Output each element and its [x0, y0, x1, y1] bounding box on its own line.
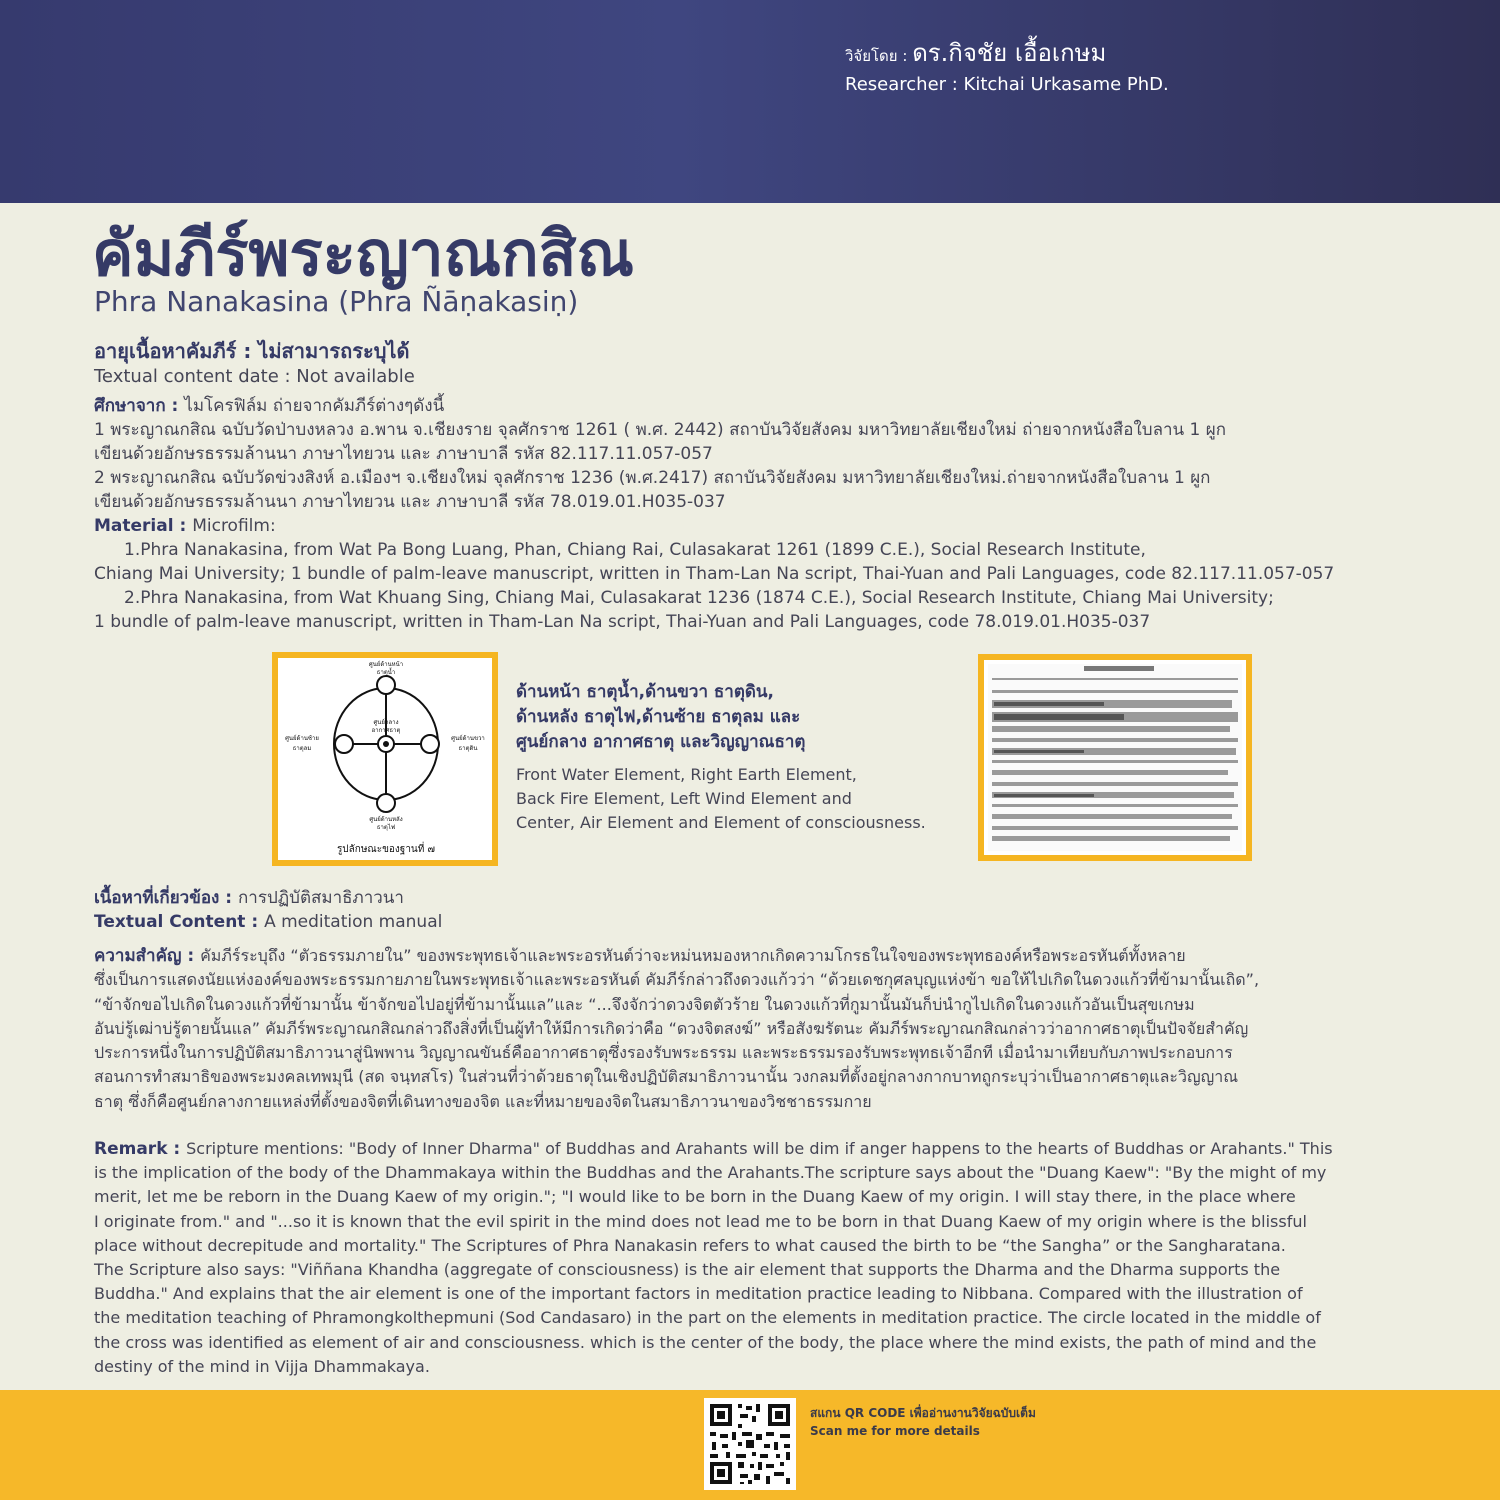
- caption-thai-line: ศูนย์กลาง อากาศธาตุ และวิญญาณธาตุ: [516, 732, 806, 752]
- diagram-label-back: ศูนย์ด้านหลัง: [369, 816, 403, 823]
- study-line: 2 พระญาณกสิณ ฉบับวัดข่วงสิงห์ อ.เมืองฯ จ.เชียงใหม่ จุลศักราช 1236 (พ.ศ.2417) สถาบันวิจัยสังคม มหาวิทยาลัยเชียงใหม่.ถ่ายจากหนังสือใบลาน 1 ผูก: [94, 468, 1211, 488]
- remark-label: Remark :: [94, 1139, 187, 1159]
- importance-line: อันบ่รู้เฒ่าบ่รู้ตายนั้นแล” คัมภีร์พระญาณกสิณกล่าวถึงสิ่งที่เป็นผู้ทำให้มีการเกิดว่าคือ “ดวงจิตสงฆ์” หรือสังฆรัตนะ คัมภีร์พระญาณกสิณกล่าวว่าอากาศธาตุเป็นปัจจัยสำคัญ: [94, 1018, 1249, 1038]
- remark-line: Buddha." And explains that the air element is one of the important factors in meditation practice leading to Nibbana. Compared with the illustration of: [94, 1284, 1303, 1304]
- qr-code-icon: [704, 1398, 796, 1490]
- researcher-thai: [845, 38, 1169, 71]
- textual-content-section: [94, 886, 442, 934]
- diagram-caption: รูปลักษณะของฐานที่ ๗: [336, 844, 436, 855]
- study-intro: ไมโครฟิล์ม ถ่ายจากคัมภีร์ต่างๆดังนี้: [184, 396, 445, 416]
- importance-line: ธาตุ ซึ่งก็คือศูนย์กลางกายแหล่งที่ตั้งของจิตที่เดินทางของจิต และที่หมายของจิตในสมาธิภาวนาของวิชชาธรรมกาย: [94, 1091, 872, 1111]
- remark-line: place without decrepitude and mortality." The Scriptures of Phra Nanakasin refers to what caused the birth to be “the Sangha” or the Sangharatana.: [94, 1235, 1286, 1255]
- researcher-name-thai: ดร.กิจชัย เอื้อเกษม: [912, 39, 1107, 67]
- material-line: 2.Phra Nanakasina, from Wat Khuang Sing, Chiang Mai, Culasakarat 1236 (1874 C.E.), Social Research Institute, Chiang Mai University;: [124, 588, 1274, 608]
- material-line: 1 bundle of palm-leave manuscript, written in Tham-Lan Na script, Thai-Yuan and Pali Languages, code 78.019.01.H035-037: [94, 612, 1151, 632]
- element-diagram-figure: [272, 652, 498, 866]
- caption-thai-line: ด้านหลัง ธาตุไฟ,ด้านซ้าย ธาตุลม และ: [516, 707, 801, 727]
- content-label-english: Textual Content :: [94, 912, 265, 932]
- importance-label: ความสำคัญ :: [94, 946, 201, 966]
- caption-thai: [516, 680, 966, 755]
- diagram-label-center-element: อากาศธาตุ: [371, 727, 401, 734]
- diagram-label-front: ศูนย์ด้านหน้า: [368, 661, 404, 668]
- material-line: Chiang Mai University; 1 bundle of palm-leave manuscript, written in Tham-Lan Na script, Thai-Yuan and Pali Languages, code 82.117.11.057-057: [94, 564, 1335, 584]
- study-line: เขียนด้วยอักษรธรรมล้านนา ภาษาไทยวน และ ภาษาบาลี รหัส 78.019.01.H035-037: [94, 492, 726, 512]
- caption-thai-line: ด้านหน้า ธาตุน้ำ,ด้านขวา ธาตุดิน,: [516, 682, 775, 702]
- remark-line: is the implication of the body of the Dhammakaya within the Buddhas and the Arahants.The scripture says about the "Duang Kaew": "By the might of my: [94, 1163, 1327, 1183]
- material-line: 1.Phra Nanakasina, from Wat Pa Bong Luang, Phan, Chiang Rai, Culasakarat 1261 (1899 C.E.), Social Research Institute,: [124, 540, 1146, 560]
- remark-line: destiny of the mind in Vijja Dhammakaya.: [94, 1356, 430, 1376]
- researcher-english: Researcher : Kitchai Urkasame PhD.: [845, 74, 1169, 95]
- remark-section: [94, 1137, 1333, 1379]
- content-label-thai: เนื้อหาที่เกี่ยวข้อง :: [94, 888, 238, 908]
- diagram-label-front-element: ธาตุน้ำ: [376, 669, 396, 676]
- scan-english: Scan me for more details: [810, 1424, 980, 1438]
- caption-english-line: Front Water Element, Right Earth Element,: [516, 765, 857, 784]
- importance-section: [94, 944, 1259, 1114]
- manuscript-leaf-illustration: [984, 660, 1246, 855]
- scan-thai: สแกน QR CODE เพื่ออ่านงานวิจัยฉบับเต็ม: [810, 1406, 1036, 1420]
- importance-line: ประการหนึ่งในการปฏิบัติสมาธิภาวนาสู่นิพพาน วิญญาณขันธ์คืออากาศธาตุซึ่งรองรับพระธรรม และพระธรรมรองรับพระพุทธเจ้าอีกที เมื่อนำมาเทียบกับภาพประกอบการ: [94, 1043, 1233, 1063]
- remark-line: the cross was identified as element of air and consciousness. which is the center of the body, the place where the mind exists, the path of mind and the: [94, 1332, 1317, 1352]
- study-line: 1 พระญาณกสิณ ฉบับวัดป่าบงหลวง อ.พาน จ.เชียงราย จุลศักราช 1261 ( พ.ศ. 2442) สถาบันวิจัยสังคม มหาวิทยาลัยเชียงใหม่ ถ่ายจากหนังสือใบลาน 1 ผูก: [94, 420, 1227, 440]
- remark-line: merit, let me be reborn in the Duang Kaew of my origin."; "I would like to be born in the Duang Kaew of my origin. I will stay there, in the place where: [94, 1187, 1296, 1207]
- remark-line: I originate from." and "...so it is known that the evil spirit in the mind does not lead me to be born in that Duang Kaew of my origin where is the blissful: [94, 1211, 1307, 1231]
- study-section: [94, 394, 1334, 634]
- diagram-label-center: ศูนย์กลาง: [373, 719, 399, 726]
- content-date-english: Textual content date : Not available: [94, 366, 415, 387]
- remark-line: the meditation teaching of Phramongkolthepmuni (Sod Candasaro) in the part on the elements in meditation practice. The circle located in the middle of: [94, 1308, 1321, 1328]
- content-date-thai: อายุเนื้อหาคัมภีร์ : ไม่สามารถระบุได้: [94, 339, 410, 363]
- remark-line: Scripture mentions: "Body of Inner Dharma" of Buddhas and Arahants will be dim if anger happens to the hearts of Buddhas or Arahants." This: [186, 1139, 1333, 1158]
- study-label: ศึกษาจาก :: [94, 396, 185, 416]
- diagram-label-back-element: ธาตุไฟ: [376, 824, 396, 831]
- caption-english-line: Center, Air Element and Element of consciousness.: [516, 813, 926, 832]
- diagram-label-left: ศูนย์ด้านซ้าย: [285, 735, 319, 742]
- scan-instruction: [810, 1404, 1036, 1440]
- importance-line: คัมภีร์ระบุถึง “ตัวธรรมภายใน” ของพระพุทธเจ้าและพระอรหันต์ว่าจะหม่นหมองหากเกิดความโกรธในใจของพระพุทธองค์หรือพระอรหันต์ทั้งหลาย: [200, 946, 1186, 965]
- importance-line: “ข้าจักขอไปเกิดในดวงแก้วที่ข้ามานั้น ข้าจักขอไปอยู่ที่ข้ามานั้นแล”และ “...จึงจักว่าดวงจิตตัวร้าย ในดวงแก้วที่กูมานั้นมันก็บ่นำกูไปเกิดในดวงแก้วอันเป็นสุขเกษม: [94, 994, 1195, 1014]
- content-date-section: [94, 338, 415, 390]
- material-intro: Microfilm:: [192, 516, 276, 536]
- figure-caption: [516, 680, 966, 835]
- caption-english-line: Back Fire Element, Left Wind Element and: [516, 789, 852, 808]
- study-line: เขียนด้วยอักษรธรรมล้านนา ภาษาไทยวน และ ภาษาบาลี รหัส 82.117.11.057-057: [94, 444, 713, 464]
- element-diagram: [278, 658, 492, 860]
- page-title-thai: คัมภีร์พระญาณกสิณ: [92, 217, 635, 290]
- diagram-label-right: ศูนย์ด้านขวา: [451, 735, 485, 742]
- researcher-label: วิจัยโดย :: [845, 47, 913, 65]
- diagram-label-left-element: ธาตุลม: [292, 745, 312, 752]
- header-banner: [0, 0, 1500, 203]
- qr-code[interactable]: [704, 1398, 796, 1490]
- researcher-info: [845, 38, 1169, 99]
- page-title-english: Phra Nanakasina (Phra Ñāṇakasiṇ): [94, 285, 579, 318]
- remark-line: The Scripture also says: "Viññana Khandha (aggregate of consciousness) is the air element that supports the Dharma and the Dharma supports the: [94, 1260, 1281, 1280]
- content-value-english: A meditation manual: [264, 912, 443, 932]
- importance-line: สอนการทำสมาธิของพระมงคลเทพมุนี (สด จนฺทสโร) ในส่วนที่ว่าด้วยธาตุในเชิงปฏิบัติสมาธิภาวนานั้น วงกลมที่ตั้งอยู่กลางกากบาทถูกระบุว่าเป็นอากาศธาตุและวิญญาณ: [94, 1067, 1239, 1087]
- material-label: Material :: [94, 516, 193, 536]
- content-value-thai: การปฏิบัติสมาธิภาวนา: [237, 888, 404, 908]
- diagram-label-right-element: ธาตุดิน: [458, 745, 478, 752]
- caption-english: [516, 763, 966, 835]
- importance-line: ซึ่งเป็นการแสดงนัยแห่งองค์ของพระธรรมกายภายในพระพุทธเจ้าและพระอรหันต์ คัมภีร์กล่าวถึงดวงแก้วว่า “ด้วยเดชกุศลบุญแห่งข้า ขอให้ไปเกิดในดวงแก้วที่ข้ามานั้นเถิด”,: [94, 970, 1260, 990]
- manuscript-image: [978, 654, 1252, 861]
